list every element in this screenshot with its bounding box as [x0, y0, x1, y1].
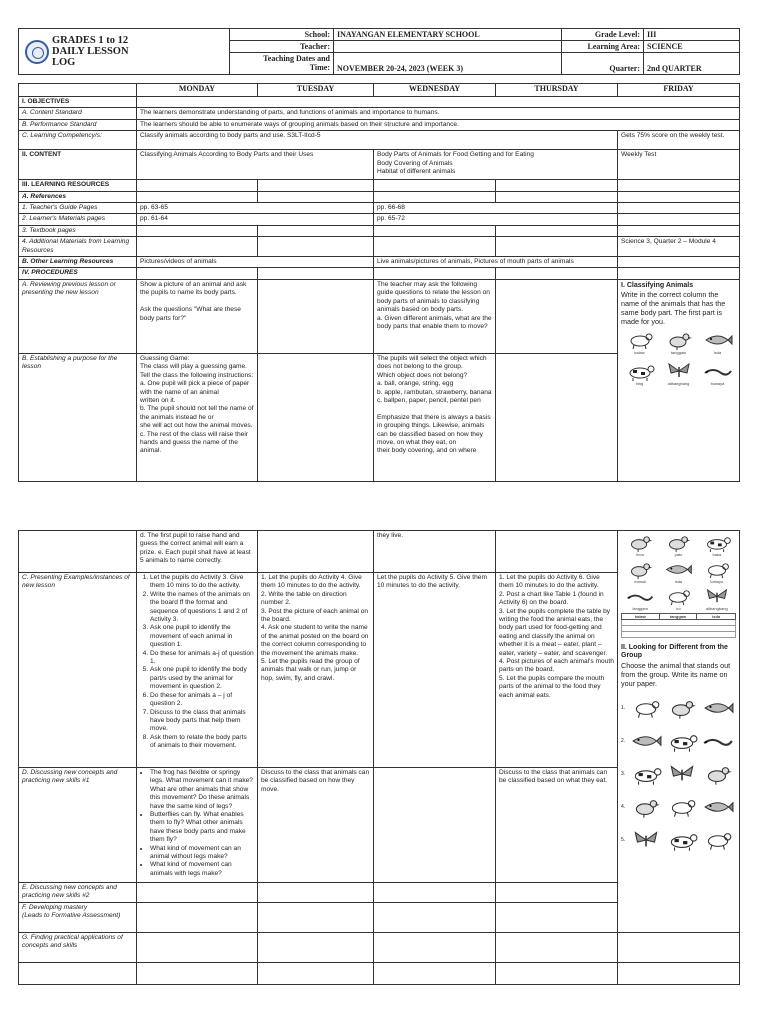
animal-icon	[664, 828, 700, 852]
lesson-log-table-page2	[18, 530, 740, 985]
review-wednesday: The teacher may ask the following guide questions to relate the lesson on body parts of animals to classifying animals based on body parts. a. Given different animals, what are the body parts that enable them to move?	[374, 279, 496, 353]
friday-part2-title: II. Looking for Different from the Group	[621, 644, 728, 660]
cont-wednesday: they live.	[374, 531, 496, 573]
presenting-wednesday: Let the pupils do Activity 5. Give them 10 minutes to do the activity.	[374, 573, 496, 768]
presenting-monday-item: 4. Do these for animals a-j of question 1.	[150, 650, 254, 667]
presenting-monday-item: 8. Ask them to relate the body parts of animals to their movement.	[150, 734, 254, 751]
presenting-monday-item: 2. Write the names of the animals on the board ff the format and sequence of questions 1 and 2 of Activity 3.	[150, 591, 254, 625]
presenting-monday-item: 3. Ask one pupil to identify the movement of each animal in question 1.	[150, 624, 254, 649]
quarter-label: Quarter:	[562, 53, 644, 75]
teacher-value	[334, 41, 562, 53]
animal-picture	[659, 587, 697, 611]
lm-wednesday: pp. 65-72	[374, 214, 618, 225]
animal-picture	[621, 330, 658, 355]
friday-activity-cell-2	[618, 531, 740, 933]
content-standard: The learners demonstrate understanding of parts, and functions of animals and importance to humans.	[137, 108, 740, 119]
animal-picture	[621, 361, 658, 386]
references-label: A. References	[19, 191, 137, 202]
performance-standard: The learners should be able to enumerate ways of grouping animals based on their structure and importance.	[137, 119, 740, 130]
review-monday	[137, 279, 258, 353]
friday-activity-cell	[618, 279, 740, 481]
animal-icon	[700, 696, 736, 720]
odd-one-out-row	[621, 692, 736, 725]
grade-value: III	[644, 29, 740, 41]
animal-label: buwaya	[710, 381, 725, 387]
presenting-monday-item: 7. Discuss to the class that animals have body parts that help them move.	[150, 709, 254, 734]
content-wed-line2: Body Covering of Animals	[377, 159, 453, 167]
day-wednesday: WEDNESDAY	[374, 84, 496, 97]
objectives-label: I. OBJECTIVES	[19, 97, 137, 108]
animal-picture	[660, 330, 697, 355]
other-resources-label: B. Other Learning Resources	[19, 257, 137, 268]
animal-label: baka	[712, 552, 722, 557]
row-number: 3.	[621, 771, 626, 778]
presenting-monday-item: 5. Ask one pupil to identify the body part/s used by the animal for movement in question 2.	[150, 666, 254, 691]
presenting-monday-item: 6. Do these for animals a – j of question 2.	[150, 692, 254, 709]
answer-col-1: kalaw	[622, 614, 660, 619]
presenting-monday-list	[140, 574, 254, 751]
objectives-blank	[137, 97, 740, 108]
animal-label: kabayo	[710, 579, 724, 584]
quarter-value: 2nd QUARTER	[644, 53, 740, 75]
friday-animal-grid-1	[621, 330, 736, 386]
dates-label-line1: Teaching Dates and	[263, 54, 330, 63]
animal-label: manok	[634, 579, 647, 584]
additional-label: 4. Additional Materials from Learning Resources	[19, 237, 137, 257]
presenting-label: C. Presenting Examples/instances of new lesson	[19, 573, 137, 768]
competency: Classify animals according to body parts and use. S3LT-IIcd-5	[137, 131, 618, 150]
animal-icon	[700, 828, 736, 852]
title-line3: LOG	[52, 57, 76, 68]
row-number: 2.	[621, 738, 626, 745]
animal-icon	[628, 696, 664, 720]
competency-label: C. Learning Competency/s:	[19, 131, 137, 150]
animal-label: iro	[676, 606, 681, 611]
odd-one-out-row	[621, 791, 736, 824]
grade-label: Grade Level:	[562, 29, 644, 41]
procedures-label: IV. PROCEDURES	[19, 268, 137, 279]
friday-part1-title: I. Classifying Animals	[621, 281, 694, 289]
area-label: Learning Area:	[562, 41, 644, 53]
additional-friday: Science 3, Quarter 2 – Module 4	[618, 237, 740, 257]
presenting-monday-item: 1. Let the pupils do Activity 3. Give them 10 mins to do the activity.	[150, 574, 254, 591]
content-wed-line1: Body Parts of Animals for Food Getting and for Eating	[377, 151, 534, 159]
animal-picture	[699, 361, 736, 386]
animal-label: iring	[635, 381, 644, 387]
friday-odd-one-out-rows	[621, 692, 736, 857]
animal-picture	[698, 587, 736, 611]
competency-friday: Gets 75% score on the weekly test.	[618, 131, 740, 150]
other-monday: Pictures/videos of animals	[137, 257, 374, 268]
animal-icon	[664, 729, 700, 753]
animal-picture	[621, 533, 659, 557]
school-value: INAYANGAN ELEMENTARY SCHOOL	[334, 29, 562, 41]
practical-label: G. Finding practical applications of concepts and skills	[19, 933, 137, 963]
animal-icon	[700, 795, 736, 819]
day-friday: FRIDAY	[618, 84, 740, 97]
mastery-label: F. Developing mastery (Leads to Formative Assessment)	[19, 903, 137, 933]
content-monday: Classifying Animals According to Body Parts and their Uses	[137, 150, 374, 180]
content-standard-label: A. Content Standard	[19, 108, 137, 119]
odd-one-out-row	[621, 758, 736, 791]
corner-cell	[19, 84, 137, 97]
row-number: 5.	[621, 837, 626, 844]
day-tuesday: TUESDAY	[258, 84, 374, 97]
friday-part2-text: Choose the animal that stands out from the group. Write its name on your paper.	[621, 660, 731, 688]
dates-label-line2: Time:	[309, 63, 330, 72]
animal-picture	[621, 560, 659, 584]
animal-picture	[698, 560, 736, 584]
tg-label: 1. Teacher's Guide Pages	[19, 203, 137, 214]
resources-label: III. LEARNING RESOURCES	[19, 180, 137, 191]
discuss1-monday	[137, 768, 258, 883]
friday-animal-grid-2	[621, 533, 736, 611]
animal-icon	[700, 762, 736, 786]
animal-icon	[628, 828, 664, 852]
review-mon-p2: Ask the questions "What are these body parts for?"	[140, 306, 241, 322]
discuss1-monday-item: • What kind of movement can an animal without legs make?	[150, 845, 254, 862]
presenting-monday	[137, 573, 258, 768]
animal-picture	[698, 533, 736, 557]
discuss1-tuesday: Discuss to the class that animals can be classified based on how they move.	[258, 768, 374, 883]
row-number: 1.	[621, 705, 626, 712]
answer-col-2: tanggaw	[660, 614, 698, 619]
dates-value: NOVEMBER 20-24, 2023 (WEEK 3)	[334, 53, 562, 75]
purpose-wednesday: The pupils will select the object which does not belong to the group. Which object does not belong? a. ball, orange, string, egg b. apple, rambutan, strawberry, banana c. ballpen, paper, pencil, pentel pen Emphasize that there is always a basis in grouping things. Likewise, animals can be classified based on how they move, on what they eat, on their body covering, and on where	[374, 353, 496, 481]
day-monday: MONDAY	[137, 84, 258, 97]
tg-monday: pp. 63-65	[137, 203, 374, 214]
performance-standard-label: B. Performance Standard	[19, 119, 137, 130]
discuss1-monday-item: • What kind of movement can animals with legs make?	[150, 861, 254, 878]
teacher-label: Teacher:	[230, 41, 334, 53]
animal-icon	[664, 696, 700, 720]
content-wed-line3: Habitat of different animals	[377, 168, 456, 176]
presenting-thursday: 1. Let the pupils do Activity 6. Give them 10 minutes to do the activity. 2. Post a chart like Table 1 (found in Activity 6) on the board. 3. Let the pupils complete the table by writing the food the animal eats, the body part used for food-getting and eating and classify the animal on whether it is a meat – eater, plant – eater, variety – eater, and scavenger. 4. Post pictures of each animal's mouth parts on the board. 5. Let the pupils compare the mouth parts of the animal to the food they each animal eats.	[496, 573, 618, 768]
animal-label: alibangbang	[705, 606, 728, 611]
friday-part1-text: Write in the correct column the name of the animals that has the same body part. The first part is made for you.	[621, 290, 726, 327]
odd-one-out-row	[621, 824, 736, 857]
lesson-log-table-page1	[18, 83, 740, 482]
animal-label: tanggaw	[670, 350, 687, 356]
animal-label: kalaw	[634, 350, 645, 356]
animal-picture	[621, 587, 659, 611]
dates-label	[230, 53, 334, 75]
school-label: School:	[230, 29, 334, 41]
animal-picture	[699, 330, 736, 355]
animal-icon	[628, 795, 664, 819]
row-number: 4.	[621, 804, 626, 811]
answer-col-3: isda	[712, 614, 721, 619]
animal-icon	[628, 762, 664, 786]
friday-answer-table	[621, 613, 736, 638]
tg-wednesday: pp. 66-68	[374, 203, 618, 214]
animal-label: isda	[713, 350, 722, 356]
textbook-label: 3. Textbook pages	[19, 225, 137, 236]
animal-picture	[659, 560, 697, 584]
deped-seal-icon	[25, 40, 49, 64]
discuss1-monday-item: • Butterflies can fly. What enables them to fly? What other animals have these body parts and make them fly?	[150, 811, 254, 845]
cont-monday: d. The first pupil to raise hand and guess the correct animal will earn a prize. e. Each pupil shall have at least 5 animals to name correctly.	[137, 531, 258, 573]
animal-label: isda	[674, 579, 683, 584]
dll-title	[19, 29, 230, 75]
presenting-tuesday: 1. Let the pupils do Activity 4. Give them 10 minutes to do the activity. 2. Write the table on direction number 2. 3. Post the picture of each animal on the board. 4. Ask one student to write the name of the animal posted on the board on the correct column corresponding to the movement the animals make. 5. Let the pupils read the group of animals that walk or run, jump or hop, swim, fly, and crawl.	[258, 573, 374, 768]
animal-picture	[660, 361, 697, 386]
animal-label: langgam	[632, 606, 648, 611]
animal-label: ibon	[636, 552, 644, 557]
other-wednesday: Live animals/pictures of animals, Pictures of mouth parts of animals	[374, 257, 618, 268]
lm-label: 2. Learner's Materials pages	[19, 214, 137, 225]
odd-one-out-row	[621, 725, 736, 758]
discuss1-monday-item: • The frog has flexible or springy legs. What movement can it make? What are other animals that show this movement? Do these animals have the same kind of legs?	[150, 769, 254, 811]
purpose-monday: Guessing Game: The class will play a guessing game. Tell the class the following instructions: a. One pupil will pick a piece of paper with the name of an animal written on it. b. The pupil should not tell the name of the animals instead he or she will act out how the animal moves. c. The rest of the class will raise their hands and guess the name of the animal.	[137, 353, 258, 481]
title-line1: GRADES 1 to 12	[52, 35, 129, 46]
animal-label: pato	[674, 552, 683, 557]
review-mon-p1: Show a picture of an animal and ask the pupils to name its body parts.	[140, 280, 247, 297]
animal-picture	[659, 533, 697, 557]
lm-monday: pp. 61-64	[137, 214, 374, 225]
animal-label: alibangbang	[667, 381, 690, 387]
day-thursday: THURSDAY	[496, 84, 618, 97]
animal-icon	[664, 795, 700, 819]
discuss2-label: E. Discussing new concepts and practicing new skills #2	[19, 883, 137, 903]
header-table	[18, 28, 740, 75]
review-label: A. Reviewing previous lesson or presenting the new lesson	[19, 279, 137, 353]
animal-icon	[664, 762, 700, 786]
animal-icon	[628, 729, 664, 753]
title-line2: DAILY LESSON	[52, 46, 129, 57]
content-friday: Weekly Test	[618, 150, 740, 180]
content-wednesday	[374, 150, 618, 180]
discuss1-monday-list	[140, 769, 254, 878]
discuss1-thursday: Discuss to the class that animals can be classified based on what they eat.	[496, 768, 618, 883]
area-value: SCIENCE	[644, 41, 740, 53]
discuss1-label: D. Discussing new concepts and practicing new skills #1	[19, 768, 137, 883]
content-label: II. CONTENT	[19, 150, 137, 180]
animal-icon	[700, 729, 736, 753]
purpose-label: B. Establishing a purpose for the lesson	[19, 353, 137, 481]
